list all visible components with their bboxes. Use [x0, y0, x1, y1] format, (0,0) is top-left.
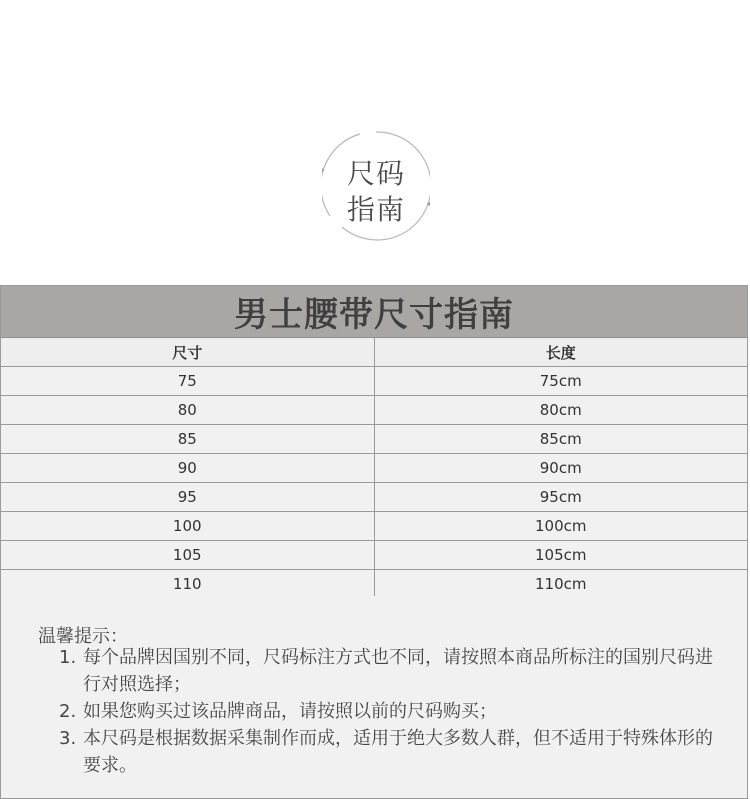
size-cell: 110 — [1, 570, 374, 599]
table-title: 男士腰带尺寸指南 — [1, 286, 747, 338]
table-row — [1, 483, 747, 512]
length-cell: 80cm — [374, 396, 747, 425]
size-cell: 105 — [1, 541, 374, 570]
tip-number: 1. — [59, 647, 77, 668]
table-row — [1, 396, 747, 425]
badge-text-line2: 指南 — [346, 193, 405, 226]
table-header-row — [1, 338, 747, 367]
size-guide-badge — [322, 130, 430, 242]
table-row — [1, 541, 747, 570]
tip-number: 3. — [59, 728, 77, 749]
tip-number: 2. — [59, 701, 77, 722]
size-chart-table — [1, 338, 747, 598]
size-cell: 90 — [1, 454, 374, 483]
length-cell: 75cm — [374, 367, 747, 396]
size-table — [0, 285, 748, 599]
tip-text: 每个品牌因国别不同，尺码标注方式也不同，请按照本商品所标注的国别尺码进行对照选择； — [83, 647, 713, 695]
size-cell: 100 — [1, 512, 374, 541]
tip-text: 本尺码是根据数据采集制作而成，适用于绝大多数人群，但不适用于特殊体形的要求。 — [83, 728, 713, 776]
tip-item-3 — [59, 725, 729, 779]
length-cell: 85cm — [374, 425, 747, 454]
tip-item-1 — [59, 644, 729, 698]
size-cell: 80 — [1, 396, 374, 425]
table-row — [1, 512, 747, 541]
table-row — [1, 570, 747, 599]
tips-panel — [0, 596, 748, 799]
badge-text-line1: 尺码 — [346, 157, 405, 190]
size-cell: 75 — [1, 367, 374, 396]
size-cell: 85 — [1, 425, 374, 454]
length-cell: 100cm — [374, 512, 747, 541]
tip-text: 如果您购买过该品牌商品，请按照以前的尺码购买； — [83, 701, 497, 722]
table-row — [1, 425, 747, 454]
length-cell: 90cm — [374, 454, 747, 483]
column-header-size: 尺寸 — [1, 338, 374, 367]
table-row — [1, 454, 747, 483]
length-cell: 95cm — [374, 483, 747, 512]
tip-item-2 — [59, 698, 729, 725]
length-cell: 110cm — [374, 570, 747, 599]
size-cell: 95 — [1, 483, 374, 512]
length-cell: 105cm — [374, 541, 747, 570]
column-header-length: 长度 — [374, 338, 747, 367]
tips-title: 温馨提示： — [38, 626, 128, 647]
table-row — [1, 367, 747, 396]
